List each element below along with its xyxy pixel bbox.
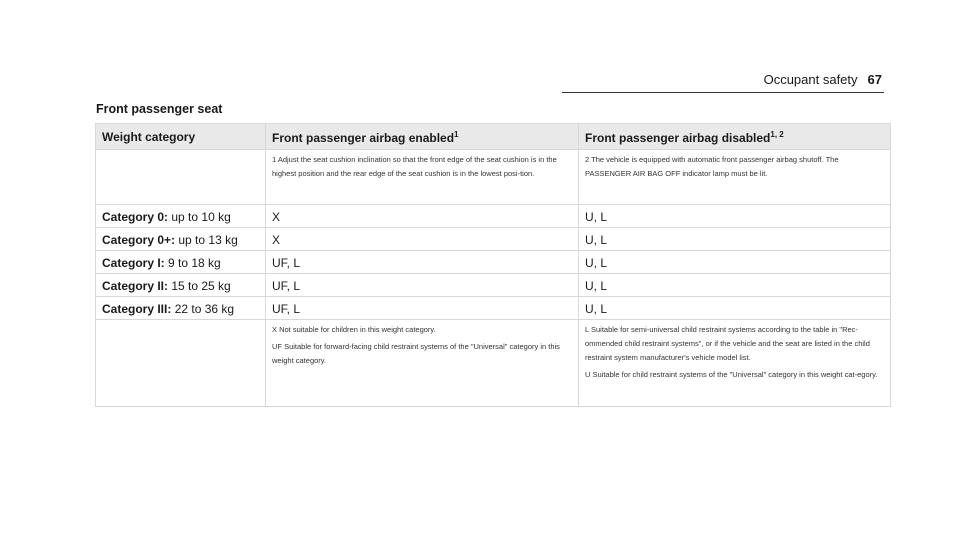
table-row <box>96 251 891 274</box>
weight-category-cell: Category III: 22 to 36 kg <box>96 297 266 320</box>
section-title: Front passenger seat <box>96 102 223 116</box>
empty-cell <box>96 150 266 205</box>
disabled-cell: U, L <box>579 228 891 251</box>
legend-uf: UF Suitable for forward-facing child restraint systems of the "Universal" category in this weight category. <box>272 342 560 365</box>
header-airbag-enabled: Front passenger airbag enabled$^1$ <box>266 124 579 150</box>
empty-cell <box>96 320 266 407</box>
enabled-cell: UF, L <box>266 297 579 320</box>
table-row <box>96 205 891 228</box>
legend-left <box>266 320 579 407</box>
legend-l: L Suitable for semi-universal child restraint systems according to the table in "Rec-ommended child restraint systems", or if the vehicle and the seat are listed in the child restraint system manufacturer's vehicle model list. <box>585 325 870 362</box>
table-row <box>96 228 891 251</box>
section-name: Occupant safety <box>763 72 858 87</box>
page-number: 67 <box>867 72 882 87</box>
enabled-cell: X <box>266 205 579 228</box>
footnote-2: 2 The vehicle is equipped with automatic front passenger airbag shutoff. The PASSENGER AIR BAG OFF indicator lamp must be lit. <box>579 150 891 205</box>
legend-right <box>579 320 891 407</box>
weight-category-cell: Category I: 9 to 18 kg <box>96 251 266 274</box>
disabled-cell: U, L <box>579 297 891 320</box>
footnote-row <box>96 150 891 205</box>
disabled-cell: U, L <box>579 205 891 228</box>
enabled-cell: UF, L <box>266 274 579 297</box>
table-row <box>96 297 891 320</box>
airbag-table <box>95 123 891 407</box>
footnote-1: 1 Adjust the seat cushion inclination so that the front edge of the seat cushion is in the highest position and the rear edge of the seat cushion is in the lowest posi-tion. <box>266 150 579 205</box>
legend-row <box>96 320 891 407</box>
enabled-cell: UF, L <box>266 251 579 274</box>
header-divider <box>562 92 884 93</box>
header-airbag-disabled: Front passenger airbag disabled$^{1, 2}$ <box>579 124 891 150</box>
table-header-row <box>96 124 891 150</box>
table-row <box>96 274 891 297</box>
disabled-cell: U, L <box>579 251 891 274</box>
enabled-cell: X <box>266 228 579 251</box>
legend-x: X Not suitable for children in this weight category. <box>272 325 436 334</box>
weight-category-cell: Category II: 15 to 25 kg <box>96 274 266 297</box>
weight-category-cell: Category 0: up to 10 kg <box>96 205 266 228</box>
weight-category-cell: Category 0+: up to 13 kg <box>96 228 266 251</box>
legend-u: U Suitable for child restraint systems of the "Universal" category in this weight cat-egory. <box>585 370 878 379</box>
disabled-cell: U, L <box>579 274 891 297</box>
header-weight-category: Weight category <box>96 124 266 150</box>
page-header <box>764 72 882 87</box>
